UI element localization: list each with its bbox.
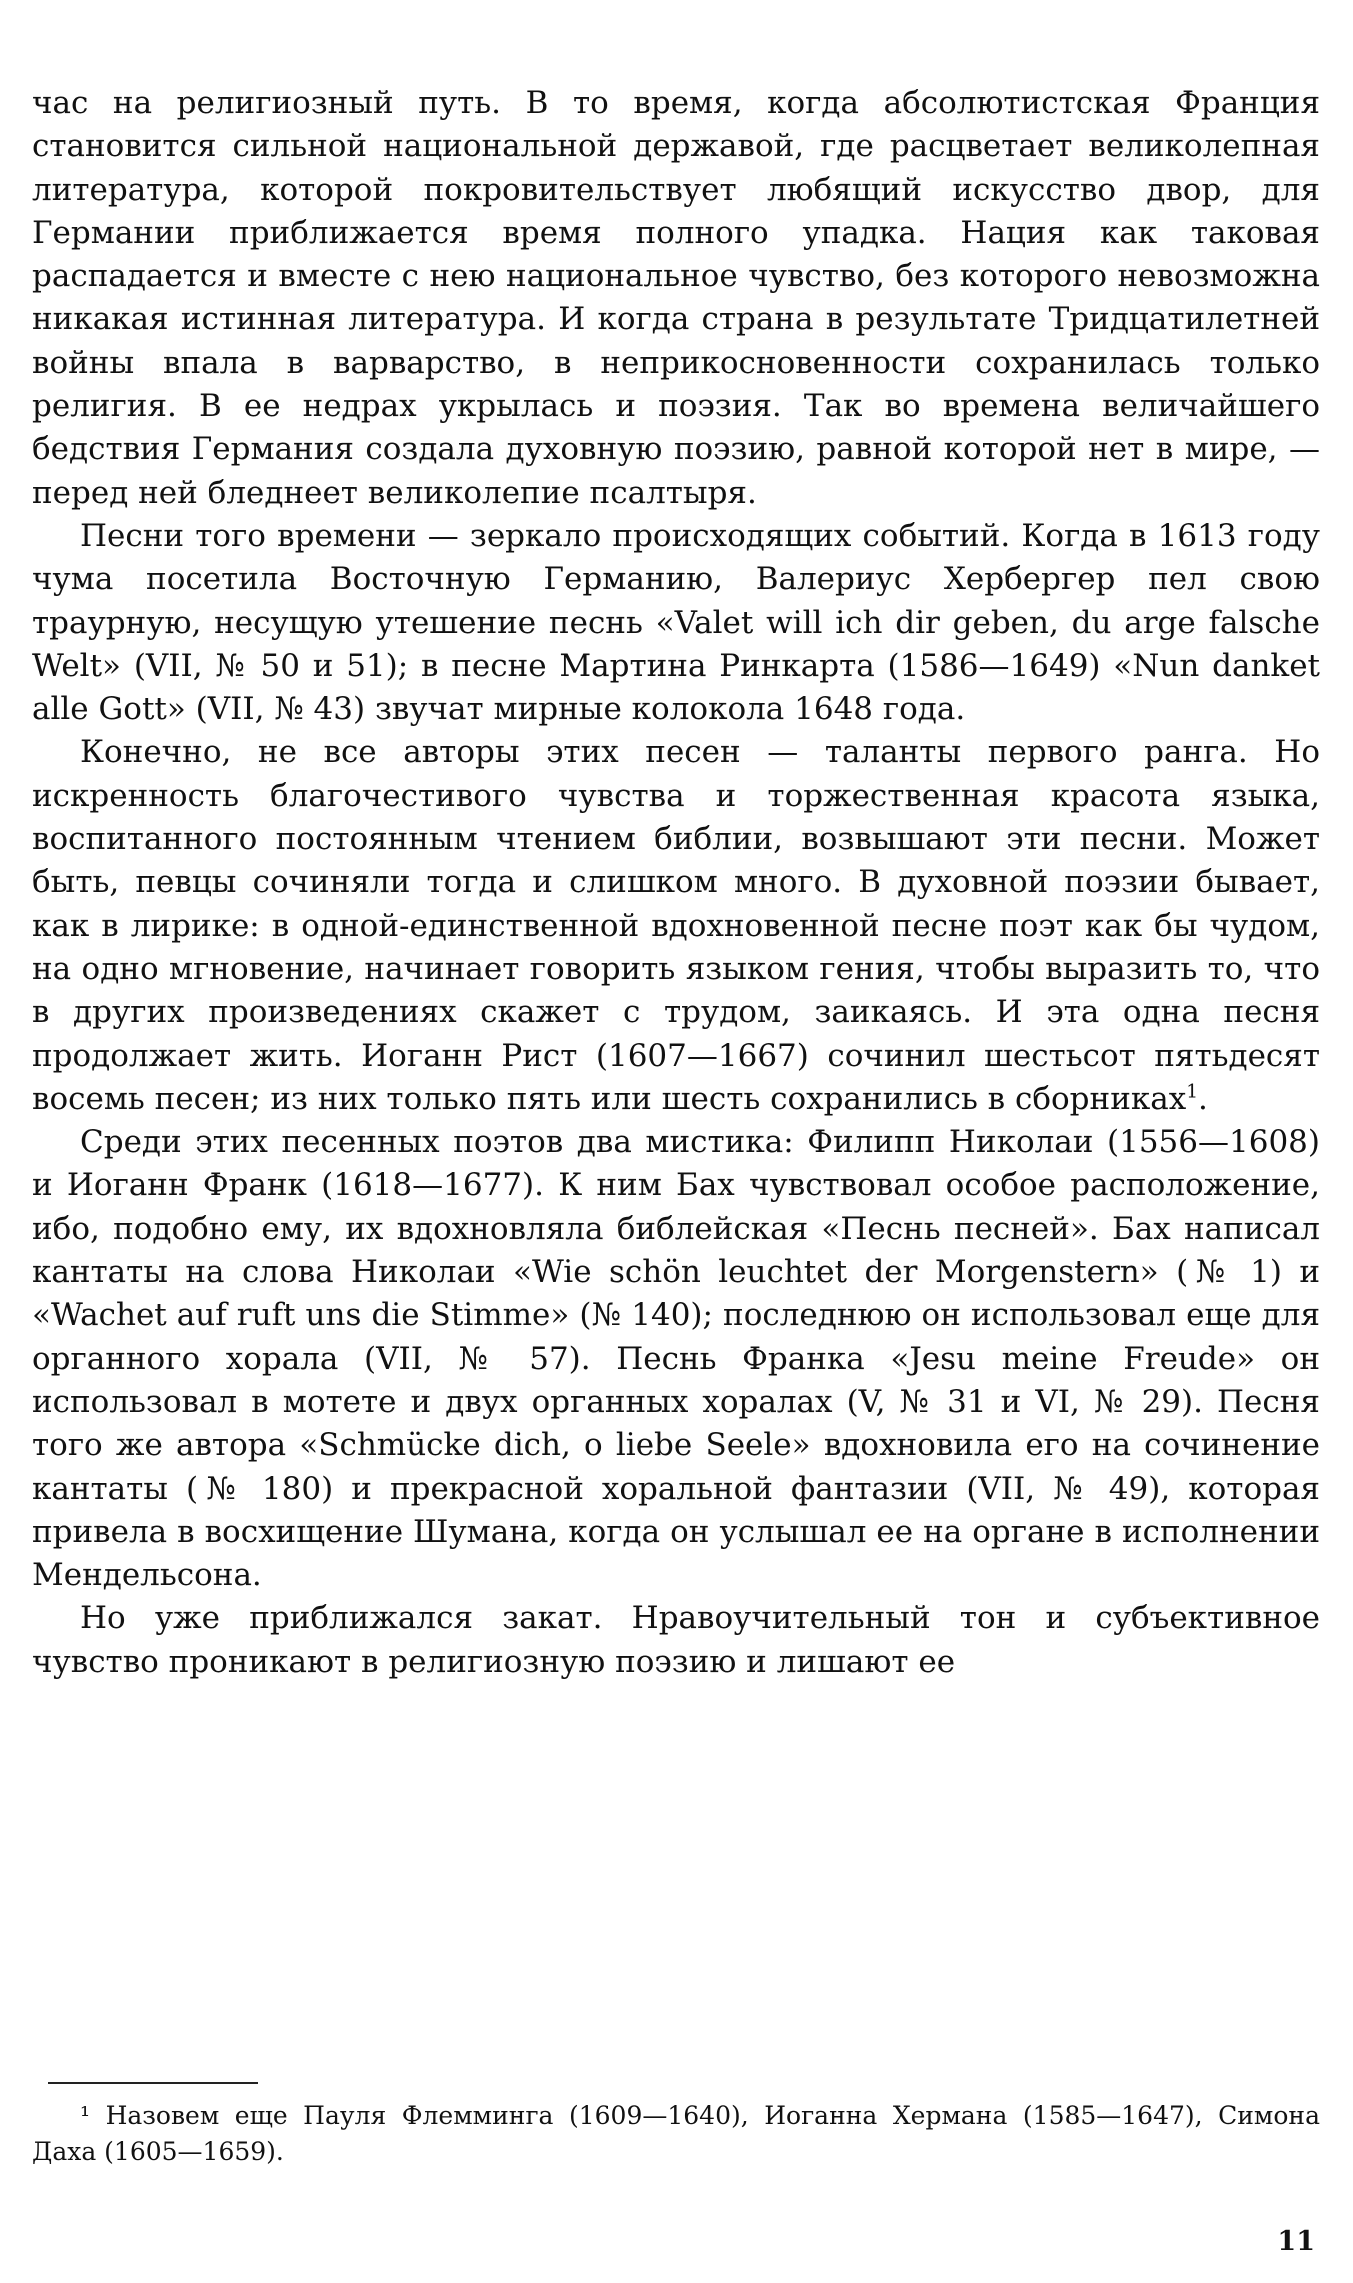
footnote: ¹ Назовем еще Пауля Флемминга (1609—1640), Иоганна Хермана (1585—1647), Симона Даха (1605—1659). <box>32 2101 1320 2166</box>
paragraph-3: Конечно, не все авторы этих песен — таланты первого ранга. Но искренность благочестивого чувства и торжественная красота языка, воспитанного постоянным чтением библии, возвышают эти песни. Может быть, певцы сочиняли тогда и слишком много. В духовной поэзии бывает, как в лирике: в одной-единственной вдохновенной песне поэт как бы чудом, на одно мгновение, начинает говорить языком гения, чтобы выразить то, что в других произведениях скажет с трудом, заикаясь. И эта одна песня продолжает жить. Иоганн Рист (1607—1667) сочинил шестьсот пятьдесят восемь песен; из них только пять или шесть сохранились в сборниках$^1$. <box>32 734 1320 1117</box>
page-body <box>32 82 1320 1684</box>
paragraph-1: час на религиозный путь. В то время, когда абсолютистская Франция становится сильной национальной державой, где расцветает великолепная литература, которой покровительствует любящий искусство двор, для Германии приближается время полного упадка. Нация как таковая распадается и вместе с нею национальное чувство, без которого невозможна никакая истинная литература. И когда страна в результате Тридцатилетней войны впала в варварство, в неприкосновенности сохранилась только религия. В ее недрах укрылась и поэзия. Так во времена величайшего бедствия Германия создала духовную поэзию, равной которой нет в мире, — перед ней бледнеет великолепие псалтыря. <box>32 85 1320 511</box>
paragraph-5: Но уже приближался закат. Нравоучительный тон и субъективное чувство проникают в религиозную поэзию и лишают ее <box>32 1600 1320 1680</box>
footnote-divider <box>48 2082 258 2084</box>
paragraph-2: Песни того времени — зеркало происходящих событий. Когда в 1613 году чума посетила Восточную Германию, Валериус Хербергер пел свою траурную, несущую утешение песнь «Valet will ich dir geben, du arge falsche Welt» (VII, № 50 и 51); в песне Мартина Ринкарта (1586—1649) «Nun danket alle Gott» (VII, № 43) звучат мирные колокола 1648 года. <box>32 517 1320 728</box>
page-number: 11 <box>1277 2226 1315 2257</box>
paragraph-4: Среди этих песенных поэтов два мистика: Филипп Николаи (1556—1608) и Иоганн Франк (1618—1677). К ним Бах чувствовал особое расположение, ибо, подобно ему, их вдохновляла библейская «Песнь песней». Бах написал кантаты на слова Николаи «Wie schön leuchtet der Morgenstern» (№ 1) и «Wachet auf ruft uns die Stimme» (№ 140); последнюю он использовал еще для органного хорала (VII, № 57). Песнь Франка «Jesu meine Freude» он использовал в мотете и двух органных хоралах (V, № 31 и VI, № 29). Песня того же автора «Schmücke dich, o liebe Seele» вдохновила его на сочинение кантаты (№ 180) и прекрасной хоральной фантазии (VII, № 49), которая привела в восхищение Шумана, когда он услышал ее на органе в исполнении Мендельсона. <box>32 1124 1320 1594</box>
paragraph-3-text: Конечно, не все авторы этих песен — таланты первого ранга. Но искренность благочестивого чувства и торжественная красота языка, воспитанного постоянным чтением библии, возвышают эти песни. Может быть, певцы сочиняли тогда и слишком много. В духовной поэзии бывает, как в лирике: в одной-единственной вдохновенной песне поэт как бы чудом, на одно мгновение, начинает говорить языком гения, чтобы выразить то, что в других произведениях скажет с трудом, заикаясь. И эта одна песня продолжает жить. Иоганн Рист (1607—1667) сочинил шестьсот пятьдесят восемь песен; из них только пять или шесть сохранились в сборниках <box>32 734 1320 1117</box>
footnote-marker: 1 <box>1186 1081 1199 1103</box>
